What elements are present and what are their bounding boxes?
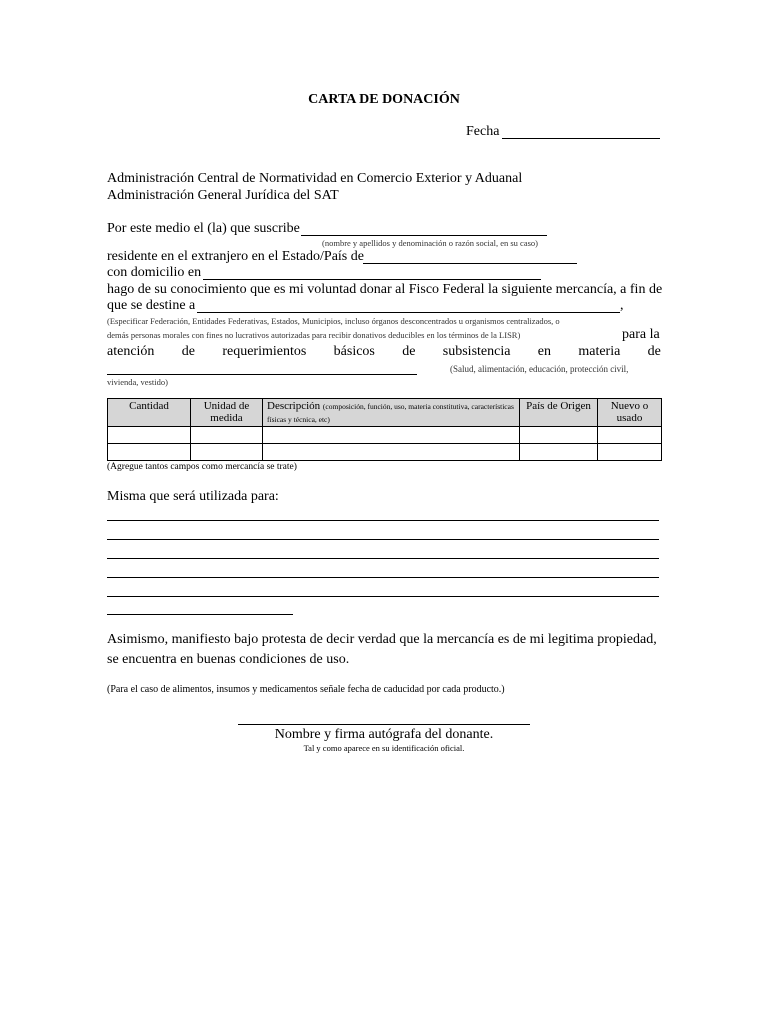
uso-label: Misma que será utilizada para: xyxy=(107,489,279,504)
materia-hint-2: vivienda, vestido) xyxy=(107,377,168,387)
para-la-text: para la xyxy=(622,327,660,342)
atencion-word: materia xyxy=(578,344,621,359)
materia-field[interactable] xyxy=(107,374,417,375)
atencion-word: subsistencia xyxy=(442,344,511,359)
uso-line[interactable] xyxy=(107,596,659,597)
residente-field[interactable] xyxy=(363,263,577,264)
caducidad-note: (Para el caso de alimentos, insumos y medicamentos señale fecha de caducidad por cada producto.) xyxy=(107,684,505,695)
recipient-line-2: Administración General Jurídica del SAT xyxy=(107,188,339,203)
atencion-line xyxy=(107,344,661,360)
cell-nuevo[interactable] xyxy=(598,427,662,444)
firma-label: Nombre y firma autógrafa del donante. xyxy=(274,727,494,742)
fecha-label: Fecha xyxy=(466,124,500,139)
document-title: CARTA DE DONACIÓN xyxy=(308,92,460,107)
atencion-word: básicos xyxy=(333,344,375,359)
table-row xyxy=(108,427,662,444)
cell-cantidad[interactable] xyxy=(108,444,191,461)
destine-field[interactable] xyxy=(197,312,620,313)
uso-line[interactable] xyxy=(107,539,659,540)
cell-pais[interactable] xyxy=(520,444,598,461)
table-note: (Agregue tantos campos como mercancía se trate) xyxy=(107,462,297,472)
firma-field[interactable] xyxy=(238,724,530,725)
voluntad-text: hago de su conocimiento que es mi voluntad donar al Fisco Federal la siguiente mercancía, a fin de xyxy=(107,282,663,297)
header-nuevo: Nuevo o usado xyxy=(598,399,662,427)
destine-hint-2: demás personas morales con fines no lucrativos autorizadas para recibir donativos deducibles en los términos de la LISR) xyxy=(107,330,521,340)
declaracion-line-2: se encuentra en buenas condiciones de uso. xyxy=(107,652,350,667)
destine-comma: , xyxy=(620,298,624,313)
domicilio-field[interactable] xyxy=(203,279,541,280)
header-descripcion-label: Descripción xyxy=(267,400,321,412)
cell-cantidad[interactable] xyxy=(108,427,191,444)
uso-line[interactable] xyxy=(107,577,659,578)
suscribe-label: Por este medio el (la) que suscribe xyxy=(107,221,300,236)
uso-line[interactable] xyxy=(107,558,659,559)
suscribe-field[interactable] xyxy=(301,235,547,236)
recipient-line-1: Administración Central de Normatividad en Comercio Exterior y Aduanal xyxy=(107,171,523,186)
header-descripcion-sub: (composición, función, uso, materia constitutiva, características físicas y técnica, etc) xyxy=(267,402,514,424)
table-row xyxy=(108,444,662,461)
cell-pais[interactable] xyxy=(520,427,598,444)
fecha-field[interactable] xyxy=(502,138,660,139)
cell-descripcion[interactable] xyxy=(263,444,520,461)
header-cantidad: Cantidad xyxy=(108,399,191,427)
declaracion-line-1: Asimismo, manifiesto bajo protesta de decir verdad que la mercancía es de mi legitima propiedad, xyxy=(107,632,657,647)
atencion-word: requerimientos xyxy=(222,344,307,359)
residente-label: residente en el extranjero en el Estado/País de xyxy=(107,249,364,264)
materia-hint-1: (Salud, alimentación, educación, protección civil, xyxy=(450,364,629,374)
header-descripcion xyxy=(263,399,520,427)
cell-unidad[interactable] xyxy=(191,444,263,461)
uso-line[interactable] xyxy=(107,520,659,521)
header-unidad: Unidad de medida xyxy=(191,399,263,427)
atencion-word: de xyxy=(402,344,416,359)
cell-unidad[interactable] xyxy=(191,427,263,444)
cell-nuevo[interactable] xyxy=(598,444,662,461)
atencion-word: atención xyxy=(107,344,155,359)
header-pais: País de Origen xyxy=(520,399,598,427)
table-header-row xyxy=(108,399,662,427)
goods-table xyxy=(107,398,662,461)
atencion-word: de xyxy=(647,344,661,359)
destine-hint-1: (Especificar Federación, Entidades Federativas, Estados, Municipios, incluso órganos desconcentrados u organismos centralizados, o xyxy=(107,316,560,326)
suscribe-hint: (nombre y apellidos y denominación o razón social, en su caso) xyxy=(322,238,538,248)
domicilio-label: con domicilio en xyxy=(107,265,202,280)
uso-line[interactable] xyxy=(107,614,293,615)
destine-label: que se destine a xyxy=(107,298,196,313)
cell-descripcion[interactable] xyxy=(263,427,520,444)
firma-sub: Tal y como aparece en su identificación oficial. xyxy=(303,743,465,753)
atencion-word: de xyxy=(181,344,195,359)
atencion-word: en xyxy=(537,344,551,359)
